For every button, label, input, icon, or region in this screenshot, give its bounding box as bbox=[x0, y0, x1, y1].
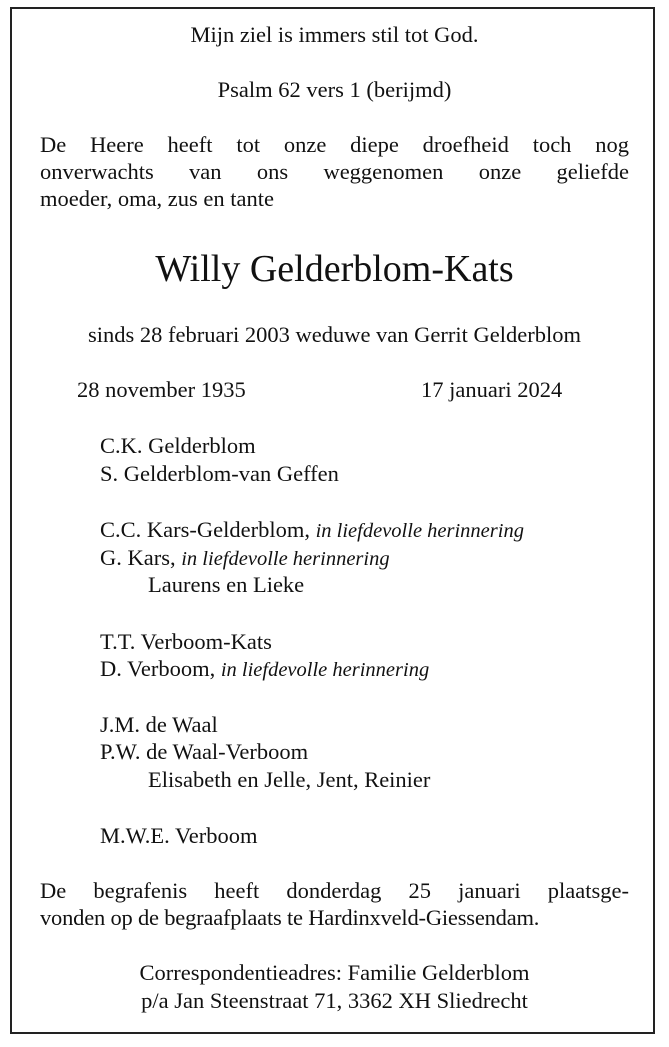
funeral-line-1: De begrafenis heeft donderdag 25 januari plaatsge- bbox=[40, 878, 629, 903]
person-name: D. Verboom, bbox=[100, 656, 216, 681]
intro-line-1: De Heere heeft tot onze diepe droefheid toch nog bbox=[40, 132, 629, 157]
family-name bbox=[100, 655, 429, 684]
family-name: T.T. Verboom-Kats bbox=[100, 629, 272, 654]
memorial-note: in liefdevolle herinnering bbox=[220, 659, 430, 681]
person-name: C.C. Kars-Gelderblom, bbox=[100, 517, 310, 542]
family-name bbox=[100, 544, 390, 573]
widow-line: sinds 28 februari 2003 weduwe van Gerrit Gelderblom bbox=[88, 322, 581, 347]
psalm-reference: Psalm 62 vers 1 (berijmd) bbox=[217, 77, 452, 102]
family-name: M.W.E. Verboom bbox=[100, 823, 258, 848]
person-name: G. Kars, bbox=[100, 545, 176, 570]
bible-quote: Mijn ziel is immers stil tot God. bbox=[190, 22, 479, 47]
birth-date: 28 november 1935 bbox=[77, 377, 246, 402]
family-name: S. Gelderblom-van Geffen bbox=[100, 461, 339, 486]
grandchildren-names: Elisabeth en Jelle, Jent, Reinier bbox=[148, 767, 431, 792]
memorial-note: in liefdevolle herinnering bbox=[315, 520, 524, 542]
family-name: C.K. Gelderblom bbox=[100, 433, 256, 458]
intro-line-2: onverwachts van ons weggenomen onze geliefde bbox=[40, 159, 629, 184]
funeral-line-2: vonden op de begraafplaats te Hardinxveld-Giessendam. bbox=[40, 905, 540, 930]
death-date: 17 januari 2024 bbox=[421, 377, 563, 402]
correspondence-line-1: Correspondentieadres: Familie Gelderblom bbox=[139, 960, 530, 985]
family-name: J.M. de Waal bbox=[100, 712, 218, 737]
grandchildren-names: Laurens en Lieke bbox=[148, 572, 305, 597]
correspondence-line-2: p/a Jan Steenstraat 71, 3362 XH Sliedrecht bbox=[141, 988, 528, 1013]
deceased-name: Willy Gelderblom-Kats bbox=[155, 248, 514, 290]
memorial-note: in liefdevolle herinnering bbox=[181, 548, 390, 570]
intro-line-3: moeder, oma, zus en tante bbox=[40, 186, 275, 211]
family-name bbox=[100, 516, 524, 545]
family-name: P.W. de Waal-Verboom bbox=[100, 739, 309, 764]
